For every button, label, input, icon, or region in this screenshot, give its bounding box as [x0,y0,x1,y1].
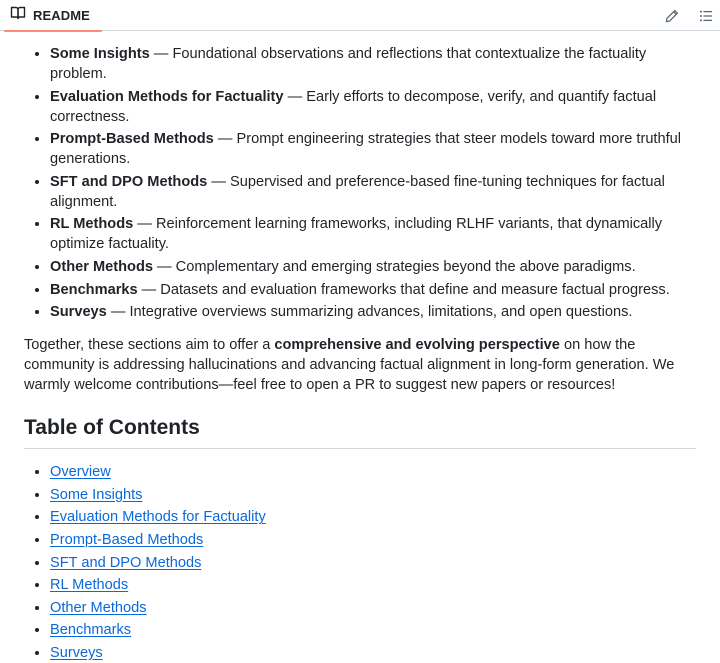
toc-link-sft-dpo-methods[interactable]: SFT and DPO Methods [50,554,202,571]
toc-link-evaluation-methods[interactable]: Evaluation Methods for Factuality [50,509,266,526]
section-description: — Prompt engineering strategies that steer models toward more truthful generations. [50,131,682,168]
section-description: — Complementary and emerging strategies beyond the above paradigms. [152,258,636,275]
readme-tab[interactable] [0,0,102,31]
readme-tab-label: README [33,8,90,23]
section-description: — Foundational observations and reflections that contextualize the factuality problem. [50,46,647,82]
section-title: RL Methods [50,216,134,233]
summary-paragraph [24,335,696,395]
toc-link-some-insights[interactable]: Some Insights [50,486,143,503]
toc-link-surveys[interactable]: Surveys [50,644,103,661]
list-item [50,44,696,84]
toc-link-prompt-based-methods[interactable]: Prompt-Based Methods [50,531,204,548]
toc-item [50,485,696,505]
list-item [50,302,696,322]
section-title: Surveys [50,304,107,321]
list-item [50,172,696,212]
book-icon [10,5,26,26]
toc-link-rl-methods[interactable]: RL Methods [50,577,129,594]
section-list [24,44,696,322]
toc-item [50,643,696,663]
toc-item [50,575,696,595]
section-title: SFT and DPO Methods [50,173,208,190]
toc-item [50,462,696,482]
section-description: — Reinforcement learning frameworks, including RLHF variants, that dynamically optimize factuality. [50,216,663,253]
toc-link-benchmarks[interactable]: Benchmarks [50,622,132,639]
section-description: — Datasets and evaluation frameworks that define and measure factual progress. [137,281,670,298]
header-actions [662,0,716,31]
toc-item [50,507,696,527]
summary-emphasis: comprehensive and evolving perspective [274,337,560,354]
toc-item [50,620,696,640]
toc-link-overview[interactable]: Overview [50,464,111,481]
readme-header [0,0,720,31]
section-title: Evaluation Methods for Factuality [50,88,284,105]
summary-text-before: Together, these sections aim to offer a [24,337,275,354]
section-title: Prompt-Based Methods [50,131,214,148]
list-item [50,280,696,300]
section-title: Other Methods [50,258,153,275]
toc-item [50,598,696,618]
section-description: — Early efforts to decompose, verify, and quantify factual correctness. [50,88,657,125]
list-unordered-icon[interactable] [696,6,716,26]
toc-list [24,462,696,663]
section-description: — Integrative overviews summarizing advances, limitations, and open questions. [106,304,633,321]
section-title: Some Insights [50,46,150,62]
list-item [50,257,696,277]
summary-text-after: on how the community is addressing hallucinations and advancing factual alignment in long-form generation. We warmly welcome contributions—feel free to open a PR to suggest new papers or resources! [24,337,675,394]
section-title: Benchmarks [50,281,138,298]
toc-heading: Table of Contents [24,414,696,449]
toc-item [50,553,696,573]
toc-link-other-methods[interactable]: Other Methods [50,599,147,616]
pencil-icon[interactable] [662,6,682,26]
list-item [50,214,696,254]
section-description: — Supervised and preference-based fine-tuning techniques for factual alignment. [50,173,665,210]
toc-item [50,530,696,550]
list-item [50,129,696,169]
list-item [50,87,696,127]
readme-content [0,44,720,663]
